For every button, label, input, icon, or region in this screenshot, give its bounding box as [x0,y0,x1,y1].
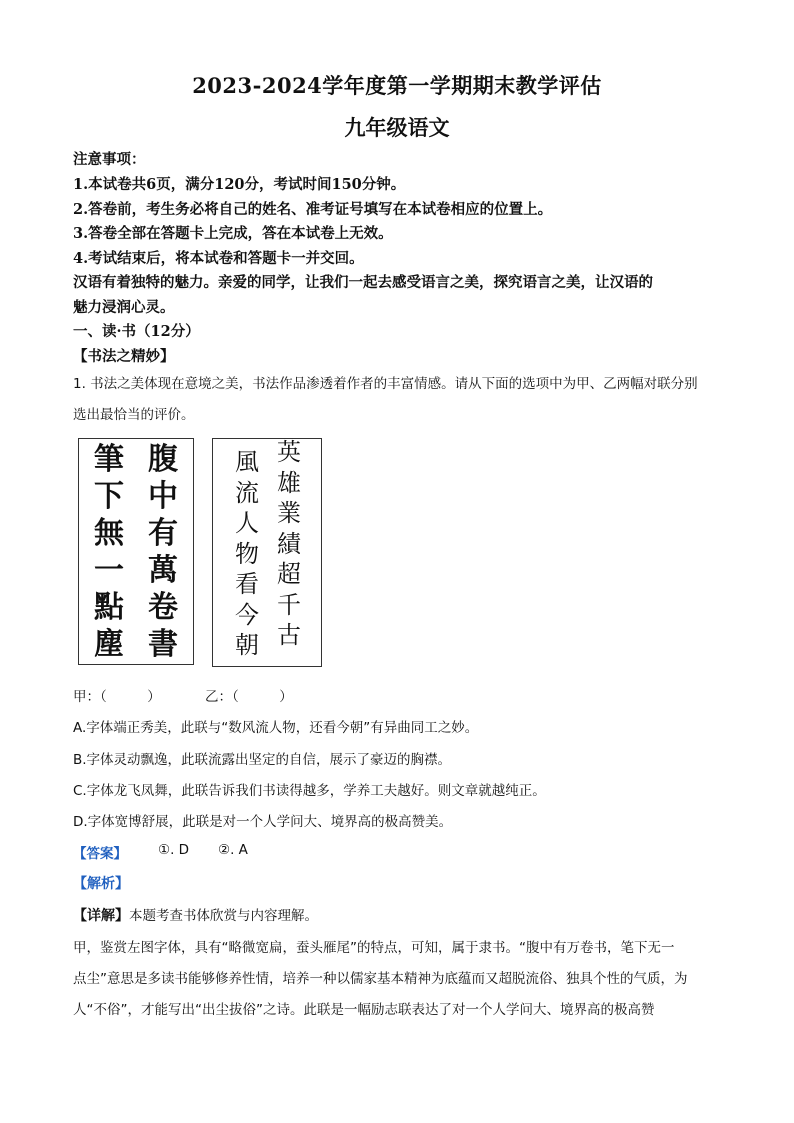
couplet-char: 績 [277,529,301,558]
couplet-char: 物 [235,539,259,568]
couplet-char: 千 [277,590,301,619]
couplet-yi-image [212,438,322,667]
couplet-char: 風 [235,448,259,476]
couplet-char: 卷 [148,590,178,625]
couplet-char: 有 [148,516,178,551]
answer-2: ②. A [218,842,248,858]
detail-line-4: 人“不俗”，才能写出“出尘拔俗”之诗。此联是一幅励志联表达了对一个人学问大、境界高的极高赞 [73,1002,655,1018]
blank-jia: 甲：（ ） [73,689,161,705]
couplet-char: 下 [94,479,124,514]
notice-item-4: 4.考试结束后，将本试卷和答题卡一并交回。 [73,250,364,267]
couplet-yi-left-column [231,447,263,661]
couplet-char: 超 [277,560,301,588]
section-sub-heading: 【书法之精妙】 [73,348,175,365]
couplet-char: 萬 [148,553,178,588]
couplet-yi-right-column [273,437,305,651]
couplet-char: 朝 [235,631,259,659]
couplet-jia-right-column [143,441,183,663]
couplet-char: 業 [277,499,301,527]
couplet-char: 書 [148,627,178,662]
option-d: D.字体宽博舒展，此联是对一个人学问大、境界高的极高赞美。 [73,814,453,830]
couplet-char: 流 [235,478,259,507]
option-a: A.字体端正秀美，此联与“数风流人物，还看今朝”有异曲同工之妙。 [73,720,479,736]
couplet-char: 腹 [148,442,178,477]
detail-line-1 [73,904,733,925]
couplet-char: 筆 [94,442,124,477]
blank-yi: 乙：（ ） [205,689,293,705]
detail-tag: 【详解】 [73,908,129,924]
couplet-char: 無 [94,516,124,551]
couplet-char: 古 [277,621,301,649]
answer-1: ①. D [158,842,190,858]
page-subtitle: 九年级语文 [344,115,450,140]
notice-item-2: 2.答卷前，考生务必将自己的姓名、准考证号填写在本试卷相应的位置上。 [73,201,553,218]
couplet-jia-left-column [89,441,129,663]
couplet-char: 雄 [277,468,301,497]
detail-line-2: 甲，鉴赏左图字体，具有“略微宽扁，蚕头雁尾”的特点，可知，属于隶书。“腹中有万卷书，笔下无一 [73,940,675,956]
intro-line-2: 魅力浸润心灵。 [73,299,175,316]
couplet-jia-image [78,438,194,665]
section-heading: 一、读·书（12分） [73,323,200,340]
notice-item-1: 1.本试卷共6页，满分120分，考试时间150分钟。 [73,176,406,193]
couplet-char: 今 [235,600,259,629]
question-1-line-1: 1. 书法之美体现在意境之美，书法作品渗透着作者的丰富情感。请从下面的选项中为甲、乙两幅对联分别 [73,376,698,392]
option-b: B.字体灵动飘逸，此联流露出坚定的自信，展示了豪迈的胸襟。 [73,752,452,768]
intro-line-1: 汉语有着独特的魅力。亲爱的同学，让我们一起去感受语言之美，探究语言之美，让汉语的 [73,274,653,291]
answer-tag: 【答案】 [73,846,127,862]
detail-line-3: 点尘”意思是多读书能够修养性情，培养一种以儒家基本精神为底蕴而又超脱流俗、独具个性的气质，为 [73,971,688,987]
notice-heading: 注意事项： [73,151,146,168]
option-c: C.字体龙飞凤舞，此联告诉我们书读得越多，学养工夫越好。则文章就越纯正。 [73,783,546,799]
detail-line-1-text: 本题考查书体欣赏与内容理解。 [129,908,318,924]
couplet-char: 點 [94,590,124,625]
page-title: 2023-2024学年度第一学期期末教学评估 [192,73,602,98]
couplet-char: 人 [235,509,259,537]
couplet-char: 塵 [94,627,124,662]
couplet-char: 看 [235,570,259,598]
couplet-char: 中 [148,479,178,514]
question-1-line-2: 选出最恰当的评价。 [73,407,195,423]
couplet-char: 一 [94,553,124,588]
couplet-char: 英 [277,438,301,466]
analysis-tag: 【解析】 [73,876,129,892]
notice-item-3: 3.答卷全部在答题卡上完成，答在本试卷上无效。 [73,225,393,242]
